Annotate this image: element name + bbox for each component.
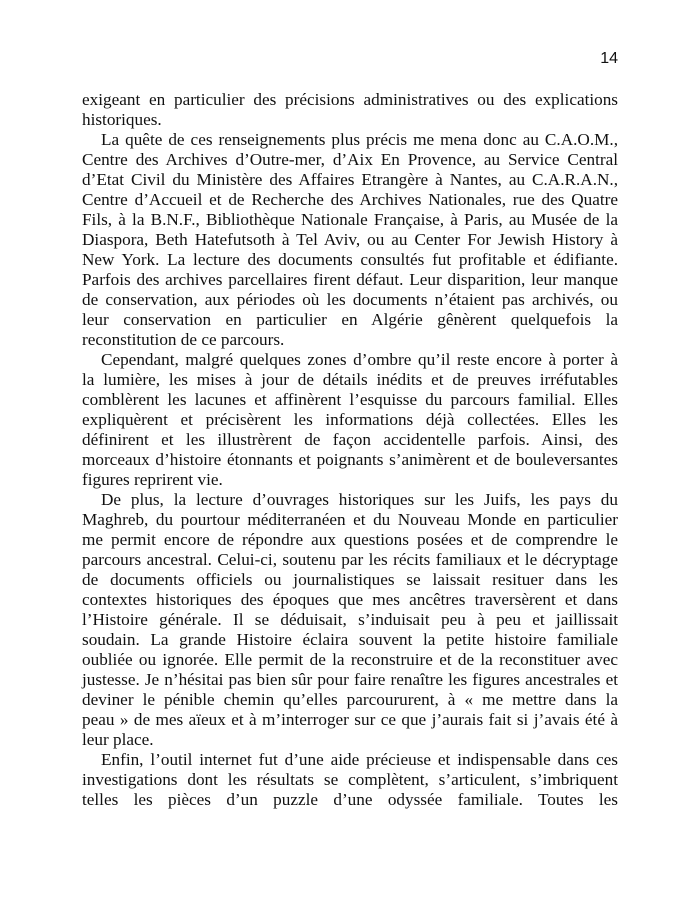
text-line: De plus, la lecture d’ouvrages historiques sur les Juifs, les pays du <box>101 490 618 509</box>
text-line: Centre des Archives d’Outre-mer, d’Aix En Provence, au Service Central <box>82 150 618 169</box>
text-line: comblèrent les lacunes et affinèrent l’esquisse du parcours familial. Elles <box>82 390 618 409</box>
paragraph <box>82 90 618 130</box>
paragraph <box>82 490 618 750</box>
text-line: historiques. <box>82 110 162 129</box>
text-line: oubliée ou ignorée. Elle permit de la reconstruire et de la reconstituer avec <box>82 650 618 669</box>
text-line: investigations dont les résultats se complètent, s’articulent, s’imbriquent <box>82 770 618 789</box>
text-line: d’Etat Civil du Ministère des Affaires Etrangère à Nantes, au C.A.R.A.N., <box>82 170 618 189</box>
text-line: leur conservation en particulier en Algérie gênèrent quelquefois la <box>82 310 618 329</box>
text-line: telles les pièces d’un puzzle d’une odyssée familiale. Toutes les <box>82 790 618 809</box>
text-line: Parfois des archives parcellaires firent défaut. Leur disparition, leur manque <box>82 270 618 289</box>
paragraph <box>82 750 618 810</box>
text-line: Enfin, l’outil internet fut d’une aide précieuse et indispensable dans ces <box>101 750 618 769</box>
text-line: Fils, à la B.N.F., Bibliothèque Nationale Française, à Paris, au Musée de la <box>82 210 618 229</box>
text-line: figures reprirent vie. <box>82 470 223 489</box>
text-line: expliquèrent et précisèrent les informations déjà collectées. Elles les <box>82 410 618 429</box>
text-line: morceaux d’histoire étonnants et poignants s’animèrent et de bouleversantes <box>82 450 618 469</box>
page-number: 14 <box>600 50 618 67</box>
text-line: la lumière, les mises à jour de détails inédits et de preuves irréfutables <box>82 370 618 389</box>
text-line: La quête de ces renseignements plus précis me mena donc au C.A.O.M., <box>101 130 618 149</box>
body-text <box>82 90 618 810</box>
text-line: contextes historiques des époques que mes ancêtres traversèrent et dans <box>82 590 618 609</box>
text-line: me permit encore de répondre aux questions posées et de comprendre le <box>82 530 618 549</box>
text-line: reconstitution de ce parcours. <box>82 330 285 349</box>
text-line: définirent et les illustrèrent de façon accidentelle parfois. Ainsi, des <box>82 430 618 449</box>
text-line: l’Histoire générale. Il se déduisait, s’induisait peu à peu et jaillissait <box>82 610 618 629</box>
paragraph <box>82 350 618 490</box>
text-line: exigeant en particulier des précisions administratives ou des explications <box>82 90 618 109</box>
text-line: justesse. Je n’hésitai pas bien sûr pour faire renaître les figures ancestrales et <box>82 670 618 689</box>
text-line: soudain. La grande Histoire éclaira souvent la petite histoire familiale <box>82 630 618 649</box>
paragraph <box>82 130 618 350</box>
text-line: Diaspora, Beth Hatefutsoth à Tel Aviv, ou au Center For Jewish History à <box>82 230 618 249</box>
text-line: deviner le pénible chemin qu’elles parcoururent, à « me mettre dans la <box>82 690 618 709</box>
text-line: Maghreb, du pourtour méditerranéen et du Nouveau Monde en particulier <box>82 510 618 529</box>
text-line: parcours ancestral. Celui-ci, soutenu par les récits familiaux et le décryptage <box>82 550 618 569</box>
text-line: Cependant, malgré quelques zones d’ombre qu’il reste encore à porter à <box>101 350 618 369</box>
text-line: Centre d’Accueil et de Recherche des Archives Nationales, rue des Quatre <box>82 190 618 209</box>
text-line: de documents officiels ou journalistiques se laissait resituer dans les <box>82 570 618 589</box>
text-line: de conservation, aux périodes où les documents n’étaient pas archivés, ou <box>82 290 618 309</box>
text-line: peau » de mes aïeux et à m’interroger sur ce que j’aurais fait si j’avais été à <box>82 710 618 729</box>
text-line: New York. La lecture des documents consultés fut profitable et édifiante. <box>82 250 618 269</box>
text-line: leur place. <box>82 730 154 749</box>
